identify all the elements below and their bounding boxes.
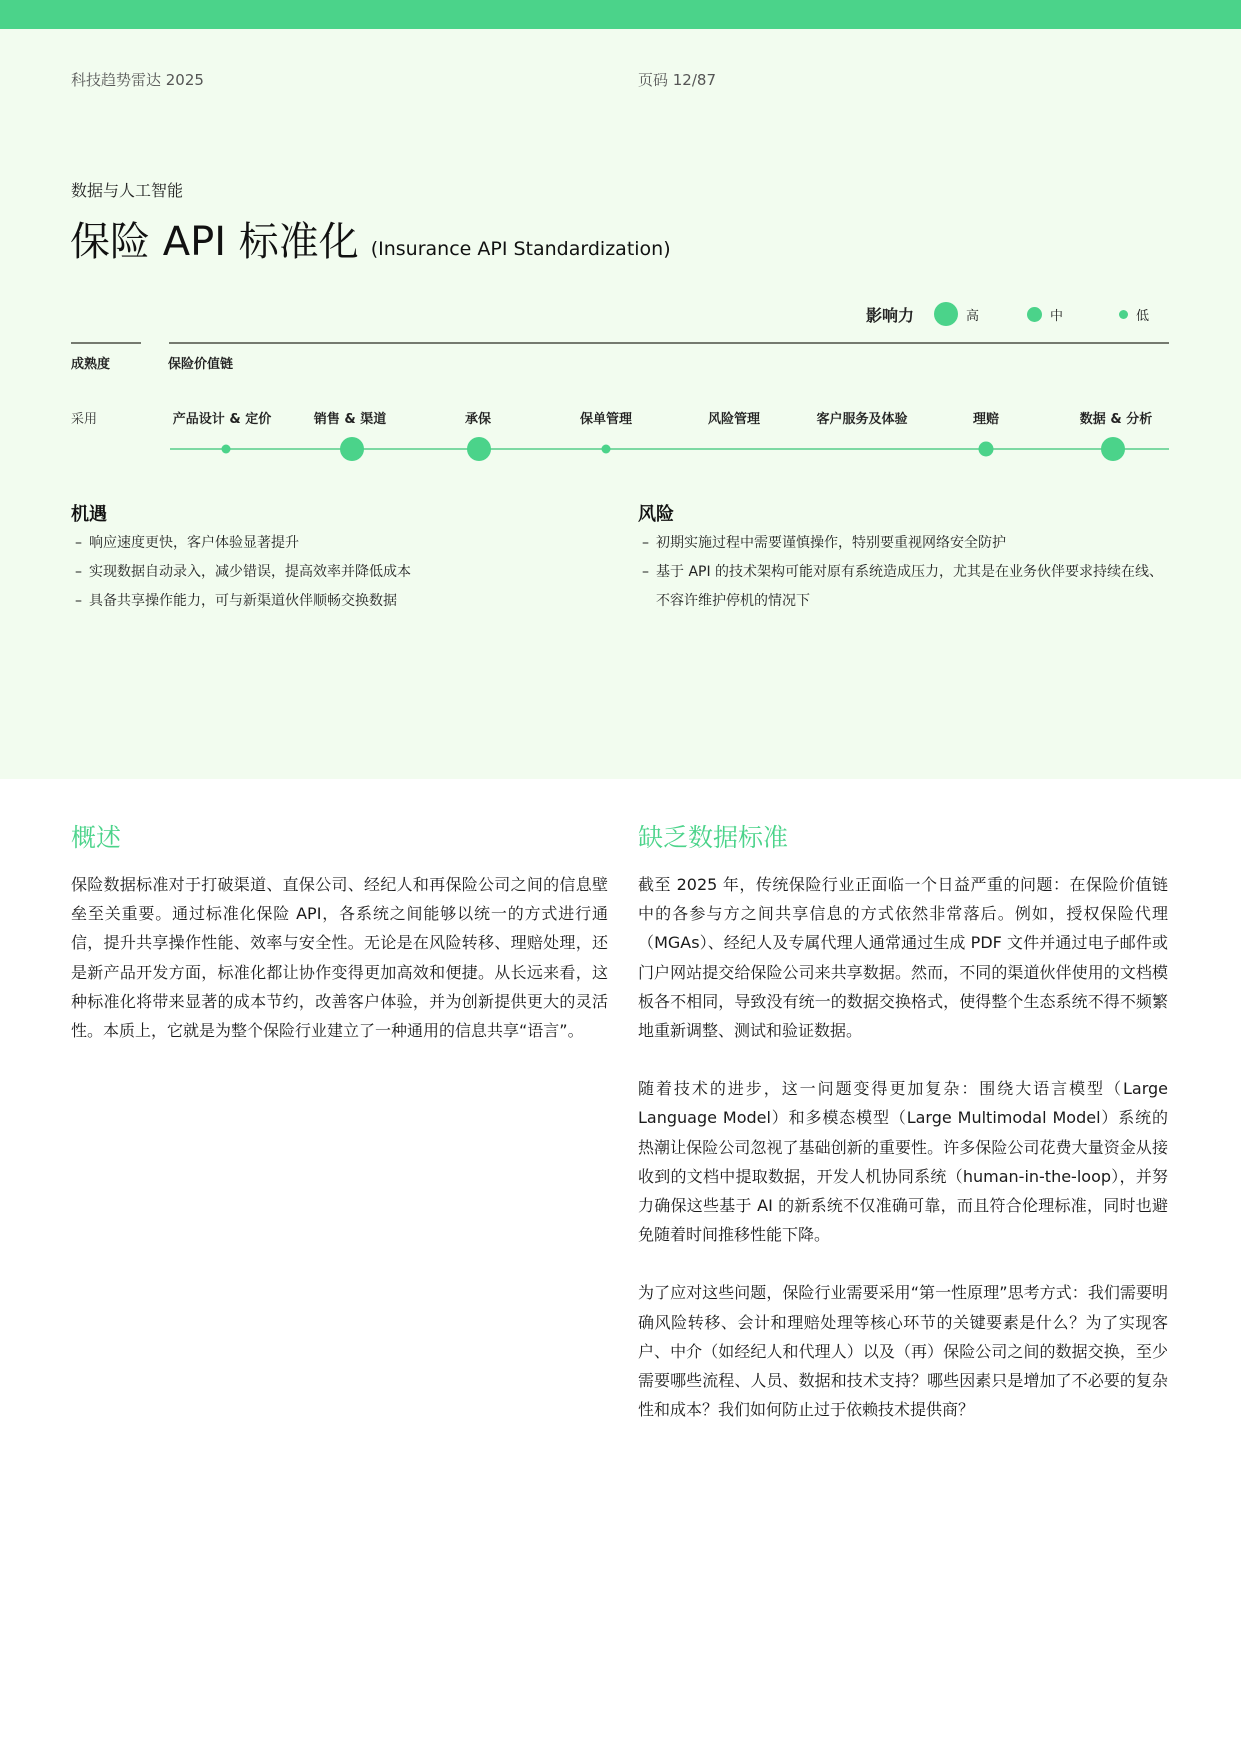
risks-list — [638, 529, 1168, 616]
legend-label: 影响力 — [866, 305, 915, 325]
paragraph: 截至 2025 年，传统保险行业正面临一个日益严重的问题：在保险价值链中的各参与方之间共享信息的方式依然非常落后。例如，授权保险代理（MGAs）、经纪人及专属代理人通常通过生成 PDF 文件并通过电子邮件或门户网站提交给保险公司来共享数据。然而，不同的渠道伙伴使用的文档模板各不相同，导致没有统一的数据交换格式，使得整个生态系统不得不频繁地重新调整、测试和验证数据。 — [638, 875, 1168, 1041]
maturity-heading: 成熟度 — [71, 357, 111, 372]
summary-panel — [0, 29, 1241, 779]
lack-of-standards-heading: 缺乏数据标准 — [638, 823, 789, 852]
stage-label: 数据 & 分析 — [1079, 412, 1153, 427]
top-accent-bar — [0, 0, 1241, 29]
stage-label: 产品设计 & 定价 — [172, 412, 272, 427]
page-title — [70, 210, 671, 267]
publication-title: 科技趋势雷达 2025 — [71, 71, 204, 89]
high-impact-dot-icon — [467, 437, 491, 461]
medium-impact-dot-icon — [1027, 307, 1042, 322]
impact-legend — [866, 302, 1149, 326]
topic-category: 数据与人工智能 — [71, 181, 184, 200]
lack-of-standards-body — [638, 870, 1168, 1453]
stage-label: 风险管理 — [707, 412, 761, 427]
high-impact-dot-icon — [340, 437, 364, 461]
opportunities-list — [71, 529, 591, 616]
stage-label: 客户服务及体验 — [816, 412, 908, 427]
overview-body — [71, 870, 608, 1074]
list-item: – 具备共享操作能力，可与新渠道伙伴顺畅交换数据 — [71, 587, 591, 616]
paragraph: 为了应对这些问题，保险行业需要采用“第一性原理”思考方式：我们需要明确风险转移、会计和理赔处理等核心环节的关键要素是什么？为了实现客户、中介（如经纪人和代理人）以及（再）保险公司之间的数据交换，至少需要哪些流程、人员、数据和技术支持？哪些因素只是增加了不必要的复杂性和成本？我们如何防止过于依赖技术提供商？ — [638, 1283, 1168, 1420]
list-item: – 初期实施过程中需要谨慎操作，特别要重视网络安全防护 — [638, 529, 1168, 558]
high-impact-dot-icon — [1101, 437, 1125, 461]
stage-label: 承保 — [464, 412, 492, 427]
low-impact-dot-icon — [1119, 310, 1128, 319]
legend-item-high — [934, 302, 979, 326]
paragraph: 随着技术的进步，这一问题变得更加复杂：围绕大语言模型（Large Language Model）和多模态模型（Large Multimodal Model）系统的热潮让保险公司忽视了基础创新的重要性。许多保险公司花费大量资金从接收到的文档中提取数据，开发人机协同系统（human-in-the-loop），并努力确保这些基于 AI 的新系统不仅准确可靠，而且符合伦理标准，同时也避免随着时间推移性能下降。 — [638, 1079, 1168, 1245]
value-chain-divider — [169, 342, 1169, 344]
value-chain-heading: 保险价值链 — [168, 357, 234, 372]
list-item: – 响应速度更快，客户体验显著提升 — [71, 529, 591, 558]
high-impact-dot-icon — [934, 302, 958, 326]
stage-label: 理赔 — [972, 412, 1000, 427]
title-en: (Insurance API Standardization) — [370, 238, 671, 260]
low-impact-dot-icon — [602, 445, 611, 454]
risks-heading: 风险 — [638, 504, 674, 525]
timeline-line — [170, 448, 1169, 450]
stage-label: 销售 & 渠道 — [313, 412, 387, 427]
legend-item-low — [1119, 305, 1149, 324]
low-impact-dot-icon — [222, 445, 231, 454]
legend-item-medium — [1027, 305, 1063, 324]
paragraph: 保险数据标准对于打破渠道、直保公司、经纪人和再保险公司之间的信息壁垒至关重要。通过标准化保险 API，各系统之间能够以统一的方式进行通信，提升共享操作性能、效率与安全性。无论是在风险转移、理赔处理，还是新产品开发方面，标准化都让协作变得更加高效和便捷。从长远来看，这种标准化将带来显著的成本节约，改善客户体验，并为创新提供更大的灵活性。本质上，它就是为整个保险行业建立了一种通用的信息共享“语言”。 — [71, 875, 608, 1041]
stage-label: 保单管理 — [579, 412, 633, 427]
opportunities-heading: 机遇 — [71, 504, 107, 525]
page-number: 页码 12/87 — [638, 71, 716, 89]
medium-impact-dot-icon — [979, 442, 994, 457]
overview-heading: 概述 — [71, 823, 122, 852]
maturity-value: 采用 — [71, 412, 98, 427]
title-zh: 保险 API 标准化 — [70, 219, 359, 265]
list-item: – 实现数据自动录入，减少错误，提高效率并降低成本 — [71, 558, 591, 587]
legend-text-high: 高 — [966, 308, 980, 324]
maturity-divider — [71, 342, 141, 344]
list-item: – 基于 API 的技术架构可能对原有系统造成压力，尤其是在业务伙伴要求持续在线、不容许维护停机的情况下 — [638, 558, 1168, 616]
legend-text-low: 低 — [1136, 308, 1150, 324]
legend-text-medium: 中 — [1050, 308, 1064, 324]
